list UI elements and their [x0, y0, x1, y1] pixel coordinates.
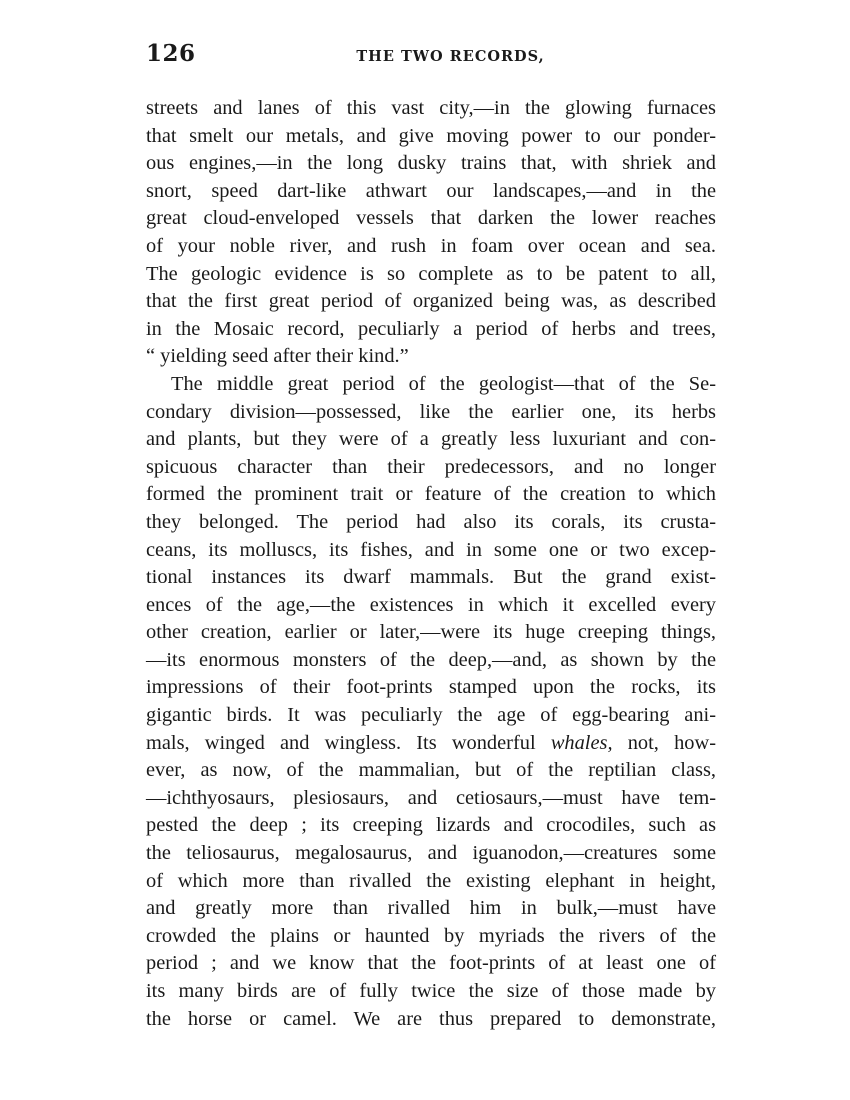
- text-line: impressions of their foot-prints stamped upon the rocks, its: [146, 676, 716, 699]
- text-fragment: not, how-: [612, 731, 716, 754]
- text-line: the teliosaurus, megalosaurus, and iguanodon,—creatures some: [146, 842, 716, 865]
- text-line: of your noble river, and rush in foam over ocean and sea.: [146, 234, 716, 257]
- text-line: formed the prominent trait or feature of the creation to which: [146, 483, 716, 506]
- text-line: pested the deep ; its creeping lizards and crocodiles, such as: [146, 814, 716, 837]
- text-line: and greatly more than rivalled him in bulk,—must have: [146, 897, 716, 920]
- body-text: [146, 95, 716, 1033]
- italic-word: whales,: [550, 731, 613, 754]
- text-fragment: mals, winged and wingless. Its wonderful: [146, 731, 536, 754]
- page-number: 126: [146, 40, 196, 67]
- text-line: great cloud-enveloped vessels that darken the lower reaches: [146, 207, 716, 230]
- text-line: spicuous character than their predecessors, and no longer: [146, 455, 716, 478]
- text-line: ous engines,—in the long dusky trains that, with shriek and: [146, 152, 716, 175]
- text-line: “ yielding seed after their kind.”: [146, 345, 409, 368]
- text-line: of which more than rivalled the existing elephant in height,: [146, 869, 716, 892]
- text-line: tional instances its dwarf mammals. But the grand exist-: [146, 566, 716, 589]
- text-line: ceans, its molluscs, its fishes, and in some one or two excep-: [146, 538, 716, 561]
- text-line: streets and lanes of this vast city,—in the glowing furnaces: [146, 97, 716, 119]
- text-line: in the Mosaic record, peculiarly a period of herbs and trees,: [146, 317, 716, 340]
- text-line: The geologic evidence is so complete as to be patent to all,: [146, 262, 716, 285]
- text-line-with-italic: [146, 730, 716, 758]
- text-line: that smelt our metals, and give moving power to our ponder-: [146, 124, 716, 147]
- text-line: crowded the plains or haunted by myriads the rivers of the: [146, 924, 716, 947]
- text-line: they belonged. The period had also its corals, its crusta-: [146, 510, 716, 533]
- page-header: [146, 40, 715, 74]
- text-line: —ichthyosaurs, plesiosaurs, and cetiosaurs,—must have tem-: [146, 786, 716, 809]
- text-line: the horse or camel. We are thus prepared to demonstrate,: [146, 1007, 716, 1030]
- text-line: ences of the age,—the existences in which it excelled every: [146, 593, 716, 616]
- text-line: snort, speed dart-like athwart our landscapes,—and in the: [146, 179, 716, 202]
- paragraph-2: [146, 371, 716, 1033]
- text-line: that the first great period of organized being was, as described: [146, 290, 716, 313]
- text-line: period ; and we know that the foot-prints of at least one of: [146, 952, 716, 975]
- text-line: gigantic birds. It was peculiarly the age of egg-bearing ani-: [146, 704, 716, 727]
- text-line: other creation, earlier or later,—were its huge creeping things,: [146, 621, 716, 644]
- text-line: The middle great period of the geologist—that of the Se-: [171, 372, 716, 395]
- running-head: THE TWO RECORDS,: [356, 48, 545, 65]
- text-line: ever, as now, of the mammalian, but of the reptilian class,: [146, 759, 716, 782]
- text-line: and plants, but they were of a greatly less luxuriant and con-: [146, 428, 716, 451]
- text-line: condary division—possessed, like the earlier one, its herbs: [146, 400, 716, 423]
- paragraph-1: [146, 95, 716, 371]
- text-line: its many birds are of fully twice the size of those made by: [146, 980, 716, 1002]
- text-line: —its enormous monsters of the deep,—and, as shown by the: [146, 648, 716, 671]
